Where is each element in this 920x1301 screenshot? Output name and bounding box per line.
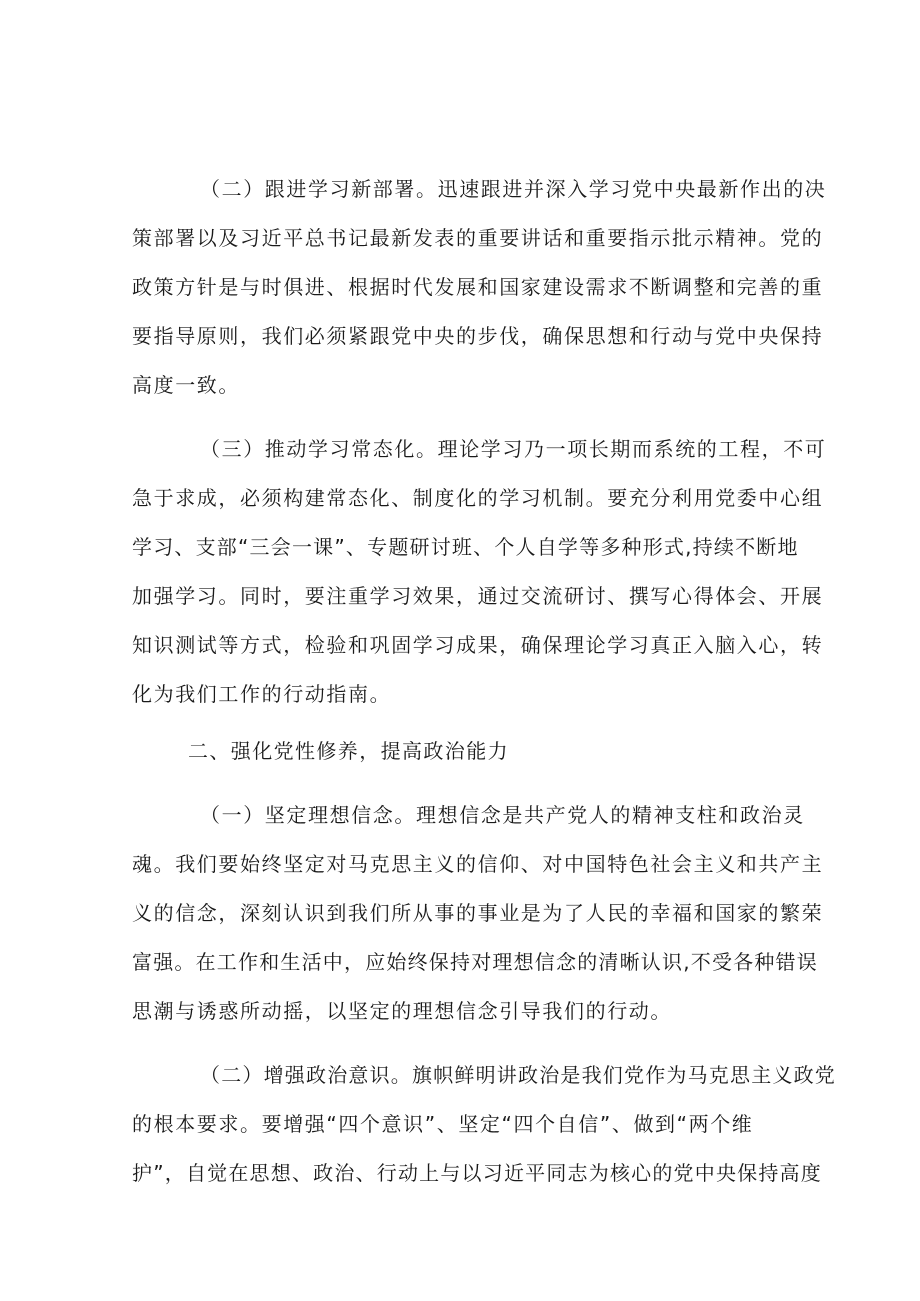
text-line: 化为我们工作的行动指南。	[132, 682, 392, 706]
text-line: 加强学习。同时，要注重学习效果，通过交流研讨、撰写心得体会、开展	[132, 584, 824, 608]
text-line: 的根本要求。要增强“四个意识”、坚定“四个自信”、做到“两个维	[132, 1112, 754, 1136]
text-line: 魂。我们要始终坚定对马克思主义的信仰、对中国特色社会主义和共产主	[132, 852, 824, 876]
text-line: 义的信念，深刻认识到我们所从事的事业是为了人民的幸福和国家的繁荣	[132, 901, 824, 925]
text-line: 思潮与诱惑所动摇，以坚定的理想信念引导我们的行动。	[132, 999, 672, 1023]
text-line: （三）推动学习常态化。理论学习乃一项长期而系统的工程，不可	[200, 437, 827, 461]
text-line: 急于求成，必须构建常态化、制度化的学习机制。要充分利用党委中心组	[132, 486, 824, 510]
text-line: 要指导原则，我们必须紧跟党中央的步伐，确保思想和行动与党中央保持	[132, 324, 824, 348]
text-line: 高度一致。	[132, 373, 240, 397]
text-line: （二）增强政治意识。旗帜鲜明讲政治是我们党作为马克思主义政党	[200, 1063, 836, 1087]
text-line: 策部署以及习近平总书记最新发表的重要讲话和重要指示批示精神。党的	[132, 226, 824, 250]
text-line: 富强。在工作和生活中，应始终保持对理想信念的清晰认识,不受各种错误	[132, 950, 818, 974]
text-line: 护”，自觉在思想、政治、行动上与以习近平同志为核心的党中央保持高度	[132, 1161, 822, 1185]
text-line: 知识测试等方式，检验和巩固学习成果，确保理论学习真正入脑入心，转	[132, 633, 824, 657]
heading-line: 二、强化党性修养，提高政治能力	[188, 739, 509, 763]
text-line: （二）跟进学习新部署。迅速跟进并深入学习党中央最新作出的决	[200, 177, 827, 201]
text-line: （一）坚定理想信念。理想信念是共产党人的精神支柱和政治灵	[200, 803, 805, 827]
text-line: 学习、支部“三会一课”、专题研讨班、个人自学等多种形式,持续不断地	[132, 535, 799, 559]
text-line: 政策方针是与时俱进、根据时代发展和国家建设需求不断调整和完善的重	[132, 275, 824, 299]
